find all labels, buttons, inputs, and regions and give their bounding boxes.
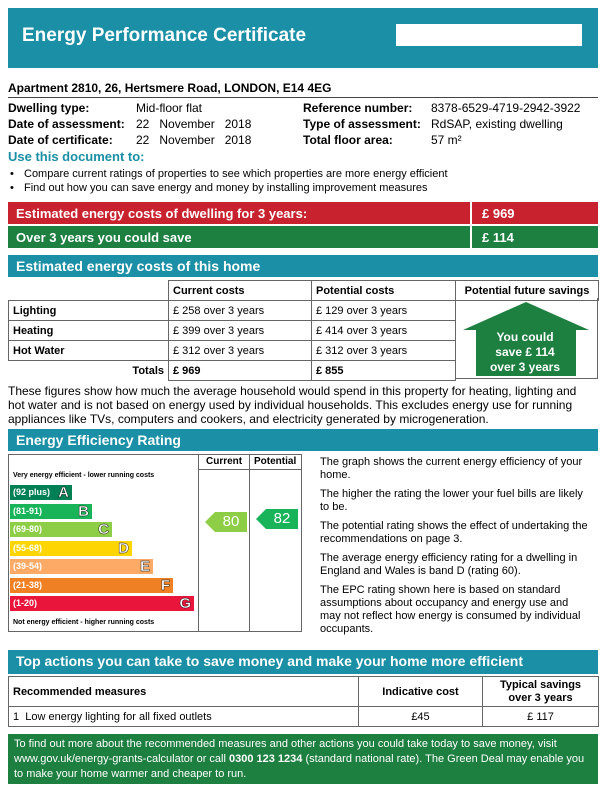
actions-section-title: Top actions you can take to save money and make your home more efficient	[16, 653, 523, 669]
header-banner	[8, 8, 598, 68]
eer-band-f	[10, 578, 173, 593]
table-cell: £ 312 over 3 years	[169, 341, 312, 361]
list-item: Compare current ratings of properties to see which properties are more energy efficient	[24, 168, 448, 180]
current-rating-value: 80	[222, 513, 240, 530]
savings-header-line: Typical savings	[499, 678, 582, 691]
band-letter: A	[58, 484, 69, 501]
assessment-type-label: Type of assessment:	[303, 117, 421, 131]
eer-band-b	[10, 504, 92, 519]
table-cell: £ 414 over 3 years	[312, 321, 456, 341]
table-header-row	[9, 677, 599, 707]
divider	[8, 97, 598, 98]
current-rating-arrow	[205, 512, 247, 532]
divider	[470, 202, 472, 224]
footer-text: To find out more about the recommended measures and other actions you could take today to save money, visit www.gov.uk/energy-grants-calculator or call	[14, 738, 557, 765]
band-letter: B	[78, 502, 89, 520]
band-range: (69-80)	[13, 524, 43, 534]
eer-paragraph: The average energy efficiency rating for a dwelling in England and Wales is band D (rating 60).	[320, 552, 578, 577]
totals-current: £ 969	[169, 361, 312, 381]
band-range: (39-54)	[13, 561, 43, 571]
savings-label: Over 3 years you could save	[16, 230, 192, 245]
dwelling-type-value: Mid-floor flat	[136, 101, 203, 115]
assessment-date-label: Date of assessment:	[8, 117, 125, 131]
savings-line: You could	[496, 330, 554, 344]
band-letter: D	[118, 539, 129, 557]
eer-section-title: Energy Efficiency Rating	[16, 432, 181, 448]
band-letter: G	[179, 595, 191, 612]
table-cell: £ 312 over 3 years	[312, 341, 456, 361]
eer-top-note: Very energy efficient - lower running costs	[13, 472, 155, 479]
column-header: Potential costs	[312, 281, 456, 301]
actions-section-header	[8, 650, 598, 674]
potential-rating-arrow	[256, 509, 298, 529]
row-label: Hot Water	[9, 341, 169, 361]
eer-section-header	[8, 429, 598, 451]
bullet-icon: •	[10, 182, 14, 194]
eer-band-c	[10, 522, 112, 537]
eer-band-e	[10, 559, 153, 574]
band-range: (21-38)	[13, 579, 43, 590]
band-range: (92 plus)	[13, 487, 51, 497]
row-label: Lighting	[9, 301, 169, 321]
estimated-cost-value: £ 969	[482, 206, 515, 221]
band-letter: C	[98, 521, 109, 538]
costs-explanation: These figures show how much the average household would spend in this property for heating, lighting and hot water and is not based on energy used by individual households. This excludes energy use for running appliances like TVs, computers and cookers, and electricity generated by microgeneration.	[8, 384, 577, 426]
totals-potential: £ 855	[312, 361, 456, 381]
table-cell	[9, 281, 169, 301]
band-letter: F	[160, 576, 170, 594]
band-range: (55-68)	[13, 542, 43, 553]
savings-line: over 3 years	[489, 360, 561, 374]
column-header: Current costs	[169, 281, 312, 301]
savings-header-line: over 3 years	[508, 691, 573, 704]
eer-paragraph: The potential rating shows the effect of undertaking the recommendations on page 3.	[320, 520, 588, 545]
table-cell: £ 129 over 3 years	[312, 301, 456, 321]
footer-phone: 0300 123 1234	[229, 753, 303, 765]
table-row	[9, 707, 599, 727]
band-letter: E	[139, 558, 150, 575]
property-address: Apartment 2810, 26, Hertsmere Road, LONDON, E14 4EG	[8, 81, 332, 95]
column-header: Indicative cost	[359, 677, 483, 707]
table-cell: £ 399 over 3 years	[169, 321, 312, 341]
eer-current-header: Current	[206, 456, 243, 467]
estimated-cost-label: Estimated energy costs of dwelling for 3 years:	[16, 206, 308, 221]
estimated-cost-bar	[8, 202, 598, 224]
eer-bottom-note: Not energy efficient - higher running costs	[13, 619, 155, 626]
details-right	[303, 100, 580, 148]
savings-arrow-text	[463, 330, 587, 375]
footer-text: (standard national rate). The Green Deal may enable you to make your home warmer and cheaper to run.	[14, 753, 585, 780]
cost-cell: £45	[359, 707, 483, 727]
list-item: Find out how you can save energy and money by installing improvement measures	[24, 182, 428, 194]
use-document-title: Use this document to:	[8, 149, 145, 164]
eer-current-column	[198, 454, 250, 632]
reference-box	[396, 24, 582, 46]
footer-info	[8, 734, 598, 784]
band-range: (1-20)	[13, 598, 38, 608]
details-left	[8, 100, 251, 148]
table-cell: £ 258 over 3 years	[169, 301, 312, 321]
eer-paragraph: The EPC rating shown here is based on standard assumptions about occupancy and energy use and may not reflect how energy is consumed by individual occupants.	[320, 584, 581, 635]
assessment-date-value: 22 November 2018	[136, 117, 252, 131]
costs-section-header	[8, 255, 598, 277]
column-header: Potential future savings	[456, 281, 599, 301]
dwelling-type-label: Dwelling type:	[8, 101, 90, 115]
actions-table	[8, 676, 599, 727]
savings-cell: £ 117	[483, 707, 599, 727]
floor-area-label: Total floor area:	[303, 133, 393, 147]
savings-bar	[8, 226, 598, 248]
assessment-type-value: RdSAP, existing dwelling	[431, 117, 563, 131]
totals-label: Totals	[9, 361, 169, 381]
page-title: Energy Performance Certificate	[22, 25, 307, 46]
reference-value: 8378-6529-4719-2942-3922	[431, 101, 581, 115]
eer-band-d	[10, 541, 132, 556]
bullet-icon: •	[10, 168, 14, 180]
row-label: Heating	[9, 321, 169, 341]
reference-label: Reference number:	[303, 101, 413, 115]
divider	[470, 226, 472, 248]
column-header	[483, 677, 599, 707]
eer-potential-header: Potential	[254, 456, 297, 467]
potential-rating-value: 82	[273, 510, 291, 527]
use-document-list	[10, 167, 448, 195]
savings-value: £ 114	[482, 230, 514, 245]
eer-band-a	[10, 485, 72, 500]
divider	[198, 469, 302, 470]
eer-explanation	[320, 456, 590, 642]
eer-band-g	[10, 596, 194, 611]
certificate-date-value: 22 November 2018	[136, 133, 252, 147]
floor-area-value: 57 m²	[431, 133, 462, 147]
eer-paragraph: The graph shows the current energy efficiency of your home.	[320, 456, 583, 481]
measure-cell: 1 Low energy lighting for all fixed outlets	[9, 707, 359, 727]
eer-paragraph: The higher the rating the lower your fuel bills are likely to be.	[320, 488, 583, 513]
band-range: (81-91)	[13, 505, 43, 516]
savings-line: save £ 114	[495, 345, 555, 359]
costs-section-title: Estimated energy costs of this home	[16, 258, 261, 274]
certificate-date-label: Date of certificate:	[8, 133, 113, 147]
column-header: Recommended measures	[9, 677, 359, 707]
